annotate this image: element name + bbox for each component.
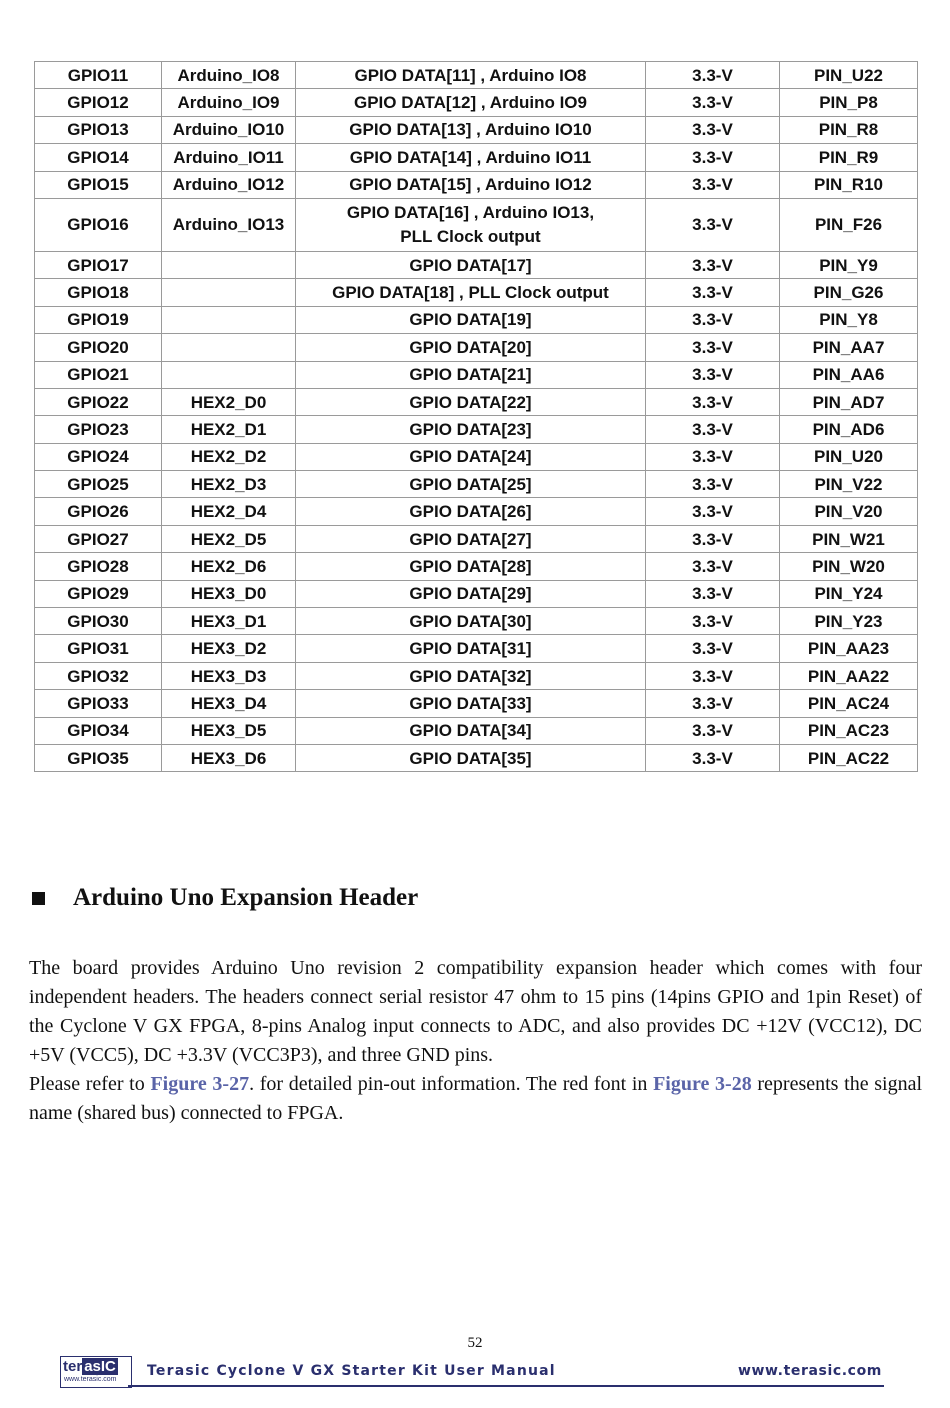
description-cell: GPIO DATA[35] — [296, 744, 646, 771]
fpga-pin-cell: PIN_AA6 — [780, 361, 918, 388]
io-standard-cell: 3.3-V — [646, 144, 780, 171]
description-cell: GPIO DATA[34] — [296, 717, 646, 744]
table-row — [35, 416, 918, 443]
fpga-pin-cell: PIN_W20 — [780, 553, 918, 580]
shared-signal-cell — [162, 251, 296, 278]
description-cell: GPIO DATA[14] , Arduino IO11 — [296, 144, 646, 171]
io-standard-cell: 3.3-V — [646, 608, 780, 635]
fpga-pin-cell: PIN_W21 — [780, 525, 918, 552]
fpga-pin-cell: PIN_P8 — [780, 89, 918, 116]
gpio-name-cell: GPIO27 — [35, 525, 162, 552]
gpio-name-cell: GPIO12 — [35, 89, 162, 116]
fpga-pin-cell: PIN_Y24 — [780, 580, 918, 607]
shared-signal-cell: HEX2_D1 — [162, 416, 296, 443]
fpga-pin-cell: PIN_R8 — [780, 116, 918, 143]
shared-signal-cell: Arduino_IO10 — [162, 116, 296, 143]
fpga-pin-cell: PIN_AA7 — [780, 334, 918, 361]
io-standard-cell: 3.3-V — [646, 251, 780, 278]
figure-3-28-link[interactable]: Figure 3-28 — [653, 1073, 752, 1095]
fpga-pin-cell: PIN_Y9 — [780, 251, 918, 278]
gpio-name-cell: GPIO24 — [35, 443, 162, 470]
description-cell: GPIO DATA[17] — [296, 251, 646, 278]
table-row — [35, 89, 918, 116]
gpio-pin-table — [34, 61, 918, 772]
table-row — [35, 62, 918, 89]
shared-signal-cell: HEX3_D0 — [162, 580, 296, 607]
io-standard-cell: 3.3-V — [646, 388, 780, 415]
figure-3-27-link[interactable]: Figure 3-27 — [150, 1073, 250, 1095]
refer-middle: . for detailed pin-out information. The red font in — [249, 1073, 654, 1095]
table-row — [35, 198, 918, 251]
shared-signal-cell: HEX2_D4 — [162, 498, 296, 525]
fpga-pin-cell: PIN_Y23 — [780, 608, 918, 635]
io-standard-cell: 3.3-V — [646, 279, 780, 306]
table-row — [35, 608, 918, 635]
description-cell: GPIO DATA[11] , Arduino IO8 — [296, 62, 646, 89]
table-row — [35, 690, 918, 717]
gpio-name-cell: GPIO15 — [35, 171, 162, 198]
logo-wordmark — [63, 1358, 118, 1375]
shared-signal-cell: Arduino_IO13 — [162, 198, 296, 251]
gpio-name-cell: GPIO26 — [35, 498, 162, 525]
logo-wordmark-b: asIC — [84, 1358, 116, 1375]
description-cell: GPIO DATA[25] — [296, 471, 646, 498]
io-standard-cell: 3.3-V — [646, 416, 780, 443]
table-row — [35, 361, 918, 388]
io-standard-cell: 3.3-V — [646, 553, 780, 580]
shared-signal-cell — [162, 361, 296, 388]
io-standard-cell: 3.3-V — [646, 62, 780, 89]
gpio-name-cell: GPIO35 — [35, 744, 162, 771]
refer-suffix: represents the signal name (shared bus) connected to FPGA. — [29, 1073, 923, 1124]
shared-signal-cell — [162, 306, 296, 333]
gpio-name-cell: GPIO31 — [35, 635, 162, 662]
footer-divider — [128, 1385, 884, 1387]
table-row — [35, 744, 918, 771]
shared-signal-cell: Arduino_IO12 — [162, 171, 296, 198]
table-row — [35, 635, 918, 662]
io-standard-cell: 3.3-V — [646, 525, 780, 552]
section-heading-text: Arduino Uno Expansion Header — [73, 884, 419, 911]
table-row — [35, 334, 918, 361]
fpga-pin-cell: PIN_F26 — [780, 198, 918, 251]
description-cell: GPIO DATA[28] — [296, 553, 646, 580]
table-row — [35, 388, 918, 415]
io-standard-cell: 3.3-V — [646, 690, 780, 717]
description-cell: GPIO DATA[33] — [296, 690, 646, 717]
io-standard-cell: 3.3-V — [646, 498, 780, 525]
table-row — [35, 553, 918, 580]
shared-signal-cell: Arduino_IO11 — [162, 144, 296, 171]
table-row — [35, 717, 918, 744]
gpio-name-cell: GPIO29 — [35, 580, 162, 607]
refer-prefix: Please refer to — [29, 1073, 151, 1095]
description-cell: GPIO DATA[15] , Arduino IO12 — [296, 171, 646, 198]
fpga-pin-cell: PIN_G26 — [780, 279, 918, 306]
gpio-name-cell: GPIO23 — [35, 416, 162, 443]
gpio-name-cell: GPIO16 — [35, 198, 162, 251]
shared-signal-cell: HEX2_D3 — [162, 471, 296, 498]
gpio-name-cell: GPIO14 — [35, 144, 162, 171]
description-cell: GPIO DATA[31] — [296, 635, 646, 662]
refer-paragraph — [29, 1070, 922, 1128]
terasic-logo — [60, 1356, 132, 1388]
io-standard-cell: 3.3-V — [646, 580, 780, 607]
gpio-name-cell: GPIO25 — [35, 471, 162, 498]
io-standard-cell: 3.3-V — [646, 443, 780, 470]
gpio-name-cell: GPIO28 — [35, 553, 162, 580]
square-bullet-icon — [32, 892, 45, 905]
page-footer — [60, 1356, 884, 1390]
fpga-pin-cell: PIN_AC23 — [780, 717, 918, 744]
gpio-name-cell: GPIO34 — [35, 717, 162, 744]
shared-signal-cell: HEX3_D3 — [162, 662, 296, 689]
table-row — [35, 306, 918, 333]
shared-signal-cell: Arduino_IO8 — [162, 62, 296, 89]
description-cell: GPIO DATA[20] — [296, 334, 646, 361]
description-cell: GPIO DATA[22] — [296, 388, 646, 415]
description-cell: GPIO DATA[23] — [296, 416, 646, 443]
description-cell: GPIO DATA[12] , Arduino IO9 — [296, 89, 646, 116]
io-standard-cell: 3.3-V — [646, 662, 780, 689]
shared-signal-cell: HEX3_D2 — [162, 635, 296, 662]
io-standard-cell: 3.3-V — [646, 471, 780, 498]
logo-wordmark-a: ter — [63, 1358, 83, 1375]
shared-signal-cell: HEX3_D1 — [162, 608, 296, 635]
description-cell: GPIO DATA[21] — [296, 361, 646, 388]
table-row — [35, 144, 918, 171]
gpio-name-cell: GPIO33 — [35, 690, 162, 717]
fpga-pin-cell: PIN_AC22 — [780, 744, 918, 771]
fpga-pin-cell: PIN_Y8 — [780, 306, 918, 333]
io-standard-cell: 3.3-V — [646, 744, 780, 771]
fpga-pin-cell: PIN_AA23 — [780, 635, 918, 662]
fpga-pin-cell: PIN_R9 — [780, 144, 918, 171]
shared-signal-cell — [162, 334, 296, 361]
description-cell: GPIO DATA[30] — [296, 608, 646, 635]
gpio-name-cell: GPIO17 — [35, 251, 162, 278]
table-row — [35, 662, 918, 689]
fpga-pin-cell: PIN_AD6 — [780, 416, 918, 443]
table-row — [35, 525, 918, 552]
io-standard-cell: 3.3-V — [646, 334, 780, 361]
footer-website-link[interactable]: www.terasic.com — [737, 1363, 882, 1379]
io-standard-cell: 3.3-V — [646, 198, 780, 251]
table-row — [35, 471, 918, 498]
gpio-name-cell: GPIO19 — [35, 306, 162, 333]
shared-signal-cell: HEX3_D6 — [162, 744, 296, 771]
gpio-pin-table-body — [35, 62, 918, 772]
gpio-name-cell: GPIO30 — [35, 608, 162, 635]
body-paragraph: The board provides Arduino Uno revision 2 compatibility expansion header which comes with four independent headers. The headers connect serial resistor 47 ohm to 15 pins (14pins GPIO and 1pin Reset) of the Cyclone V GX FPGA, 8-pins Analog input connects to ADC, and also provides DC +12V (VCC12), DC +5V (VCC5), DC +3.3V (VCC3P3), and three GND pins. — [29, 957, 922, 1066]
shared-signal-cell: HEX2_D5 — [162, 525, 296, 552]
table-row — [35, 171, 918, 198]
io-standard-cell: 3.3-V — [646, 635, 780, 662]
description-cell: GPIO DATA[19] — [296, 306, 646, 333]
table-row — [35, 251, 918, 278]
footer-manual-title: Terasic Cyclone V GX Starter Kit User Manual — [147, 1363, 556, 1379]
description-cell: GPIO DATA[16] , Arduino IO13, PLL Clock output — [296, 198, 646, 251]
fpga-pin-cell: PIN_U20 — [780, 443, 918, 470]
io-standard-cell: 3.3-V — [646, 717, 780, 744]
shared-signal-cell: HEX2_D6 — [162, 553, 296, 580]
description-cell: GPIO DATA[13] , Arduino IO10 — [296, 116, 646, 143]
gpio-name-cell: GPIO20 — [35, 334, 162, 361]
fpga-pin-cell: PIN_U22 — [780, 62, 918, 89]
fpga-pin-cell: PIN_AA22 — [780, 662, 918, 689]
table-row — [35, 116, 918, 143]
shared-signal-cell: Arduino_IO9 — [162, 89, 296, 116]
page-number: 52 — [467, 1335, 483, 1351]
io-standard-cell: 3.3-V — [646, 89, 780, 116]
fpga-pin-cell: PIN_V22 — [780, 471, 918, 498]
table-row — [35, 498, 918, 525]
table-row — [35, 279, 918, 306]
fpga-pin-cell: PIN_AD7 — [780, 388, 918, 415]
shared-signal-cell: HEX3_D5 — [162, 717, 296, 744]
description-cell: GPIO DATA[26] — [296, 498, 646, 525]
logo-url: www.terasic.com — [64, 1376, 117, 1383]
section-heading — [32, 884, 418, 912]
gpio-name-cell: GPIO32 — [35, 662, 162, 689]
description-cell: GPIO DATA[29] — [296, 580, 646, 607]
section-body — [29, 954, 922, 1128]
description-cell: GPIO DATA[18] , PLL Clock output — [296, 279, 646, 306]
io-standard-cell: 3.3-V — [646, 306, 780, 333]
gpio-name-cell: GPIO13 — [35, 116, 162, 143]
shared-signal-cell — [162, 279, 296, 306]
table-row — [35, 443, 918, 470]
shared-signal-cell: HEX3_D4 — [162, 690, 296, 717]
gpio-name-cell: GPIO21 — [35, 361, 162, 388]
shared-signal-cell: HEX2_D2 — [162, 443, 296, 470]
io-standard-cell: 3.3-V — [646, 361, 780, 388]
gpio-name-cell: GPIO18 — [35, 279, 162, 306]
gpio-name-cell: GPIO22 — [35, 388, 162, 415]
fpga-pin-cell: PIN_AC24 — [780, 690, 918, 717]
gpio-name-cell: GPIO11 — [35, 62, 162, 89]
shared-signal-cell: HEX2_D0 — [162, 388, 296, 415]
io-standard-cell: 3.3-V — [646, 116, 780, 143]
description-cell: GPIO DATA[24] — [296, 443, 646, 470]
fpga-pin-cell: PIN_R10 — [780, 171, 918, 198]
table-row — [35, 580, 918, 607]
io-standard-cell: 3.3-V — [646, 171, 780, 198]
description-cell: GPIO DATA[27] — [296, 525, 646, 552]
fpga-pin-cell: PIN_V20 — [780, 498, 918, 525]
description-cell: GPIO DATA[32] — [296, 662, 646, 689]
